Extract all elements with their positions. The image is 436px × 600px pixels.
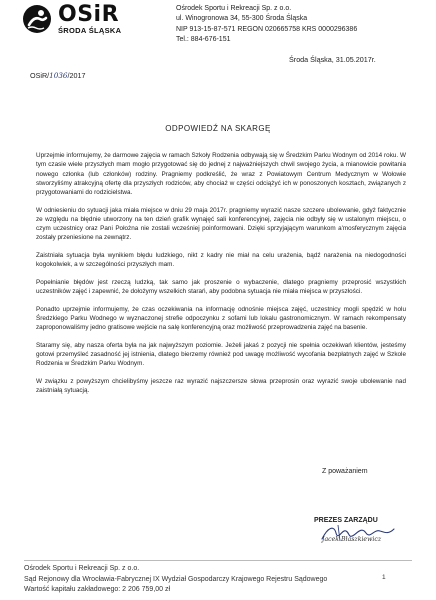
page-number: 1 [382,574,386,581]
company-address: ul. Winogronowa 34, 55-300 Środa Śląska [176,15,308,23]
reference-number [30,71,85,80]
paragraph: W związku z powyższym chcielibyśmy jeszcze raz wyrazić najszczersze słowa przeprosin oraz wyrazić swoje ubolewanie nad zaistniałą sytuacją. [36,378,406,395]
footer-capital: Wartość kapitału zakładowego: 2 206 759,00 zł [24,586,171,593]
company-name: Ośrodek Sportu i Rekreacji Sp. z o.o. [176,5,292,12]
logo-text: OSiR [58,2,120,27]
paragraph: Staramy się, aby nasza oferta była na jak najwyższym poziomie. Jeżeli jakaś z pozycji nie spełnia oczekiwań klientów, jesteśmy gotowi przemyśleć zasadność jej istnienia, dlatego bierzemy również pod uwagę możliwość wycofania bezpłatnych zajęć w Szkole Rodzenia w Średzkim Parku Wodnym. [36,341,406,368]
document-title: ODPOWIEDŹ NA SKARGĘ [165,124,271,133]
reference-suffix: /2017 [67,71,86,80]
signatory-name: Jacek Błaszkiewicz [322,536,382,543]
company-registry: NIP 913-15-87-571 REGON 020665758 KRS 0000296386 [176,25,358,33]
paragraph: Popełnianie błędów jest rzeczą ludzką, tak samo jak proszenie o wybaczenie, dlatego pragniemy przeprosić wszystkich uczestników zajęć i zapewnić, że dołożymy wszelkich starań, aby podobna sytuacja nie miała miejsca w przyszłości. [36,278,406,296]
paragraph: Ponadto uprzejmie informujemy, że czas oczekiwania na informację odnośnie miejsca zajęć, uczestnicy mogli spędzić w holu Średzkiego Parku Wodnego w wyznaczonej strefie odpoczynku z sofami lub lokalu gastronomicznym. W ramach rekompensaty zaproponowaliśmy jedno gratisowe wejście na salę konferencyjną oraz możliwość przeprowadzenia zajęć na basenie. [36,305,406,332]
footer-divider [24,560,412,561]
place-date: Środa Śląska, 31.05.2017r. [289,55,376,64]
footer [24,564,327,596]
company-info [176,4,357,46]
paragraph: W odniesieniu do sytuacji jaka miała miejsce w dniu 29 maja 2017r. pragniemy wyrazić nasze szczere ubolewanie, gdyż faktycznie ze względu na błędnie utworzony na ten dzień grafik wynajęć sali konferencyjnej, zajęcia nie odbyły się w ustalonym miejscu, o czym uczestnicy oraz Pani Położna nie zostali wcześniej poinformowani. Dzięki sprzyjającym warunkom a'mosferycznym zajęcia zostały przeniesione na zewnątrz. [36,206,406,242]
letter-body [36,151,406,404]
reference-prefix: OSiR/ [30,71,50,80]
reference-handwritten-number: 1036 [49,71,68,80]
swimmer-logo-icon [22,4,52,34]
company-phone: Tel.: 884-676-151 [176,36,231,44]
paragraph: Zaistniała sytuacja była wynikiem błędu ludzkiego, nikt z kadry nie miał na celu urażenia, bądź narażenia na niedogodności kogokolwiek, a w szczególności przyszłych mam. [36,252,406,269]
footer-court: Sąd Rejonowy dla Wrocławia-Fabrycznej IX Wydział Gospodarczy Krajowego Rejestru Sądowego [24,575,328,583]
paragraph: Uprzejmie informujemy, że darmowe zajęcia w ramach Szkoły Rodzenia odbywają się w Średzkim Parku Wodnym od 2014 roku. W tym czasie wiele przyszłych mam mogło przygotować się do jednej z najważniejszych chwil swojego życia, a mianowicie powitania nowego członka (lub członków) rodziny. Pragniemy podkreślić, że wraz z Powiatowym Centrum Medycznym w Wołowie stworzyliśmy atrakcyjną ofertę dla przyszłych rodziców, aby chociaż w części odciążyć ich w ponoszonych kosztach, związanych z przygotowaniami do rodzicielstwa. [36,152,406,196]
closing-salutation: Z poważaniem [322,468,368,475]
logo-subtext: ŚRODA ŚLĄSKA [58,26,122,35]
osir-logo [22,4,140,38]
signatory-title: PREZES ZARZĄDU [314,517,378,524]
footer-company: Ośrodek Sportu i Rekreacji Sp. z o.o. [24,565,140,572]
